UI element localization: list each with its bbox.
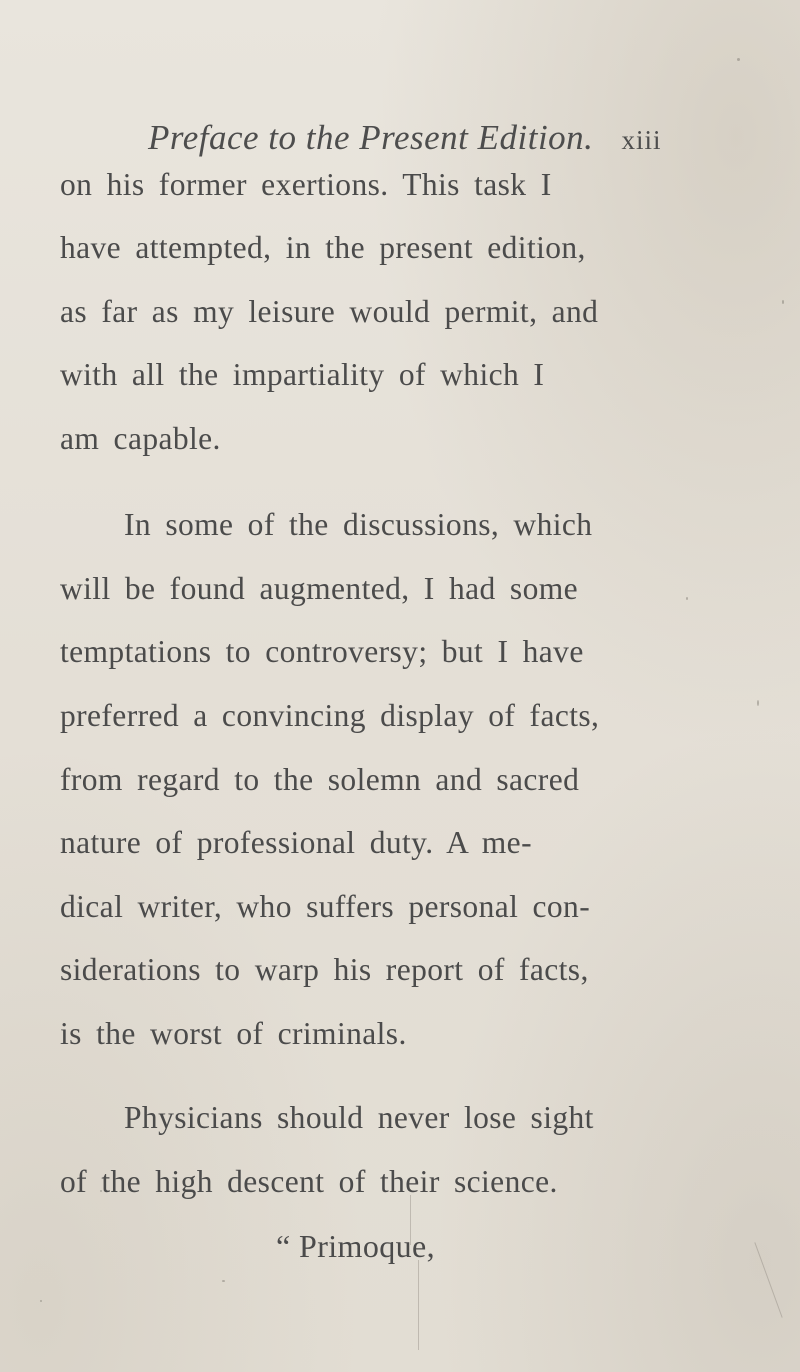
- paper-crease: [418, 1260, 419, 1350]
- paper-speck: [40, 1300, 42, 1302]
- text-line: dical writer, who suffers personal con-: [60, 889, 591, 924]
- text-line: is the worst of criminals.: [60, 1016, 407, 1051]
- text-line: nature of professional duty. A me-: [60, 825, 532, 860]
- running-head-title: Preface to the Present Edition.: [148, 118, 594, 157]
- paper-speck: [737, 58, 740, 61]
- text-line: am capable.: [60, 421, 221, 456]
- text-line: as far as my leisure would permit, and: [60, 294, 599, 329]
- text-line: temptations to controversy; but I have: [60, 634, 584, 669]
- paper-crease: [410, 1195, 411, 1245]
- text-line: siderations to warp his report of facts,: [60, 952, 589, 987]
- text-line: from regard to the solemn and sacred: [60, 762, 580, 797]
- paper-crease: [754, 1242, 782, 1318]
- signature: “ Primoque,: [276, 1228, 436, 1264]
- paper-speck: [782, 300, 784, 304]
- text-line: have attempted, in the present edition,: [60, 230, 586, 265]
- text-line: of the high descent of their science.: [60, 1164, 558, 1199]
- text-line: Physicians should never lose sight: [124, 1100, 594, 1135]
- text-line: In some of the discussions, which: [124, 507, 593, 542]
- text-line: on his former exertions. This task I: [60, 167, 552, 202]
- paper-speck: [222, 1280, 225, 1282]
- running-head: [148, 118, 708, 158]
- text-line: will be found augmented, I had some: [60, 571, 579, 606]
- text-line: with all the impartiality of which I: [60, 357, 545, 392]
- page-number: xiii: [621, 125, 662, 155]
- paper-speck: [757, 700, 759, 706]
- text-line: preferred a convincing display of facts,: [60, 698, 600, 733]
- paper-speck: [686, 597, 688, 600]
- paper-speck: [100, 1190, 102, 1192]
